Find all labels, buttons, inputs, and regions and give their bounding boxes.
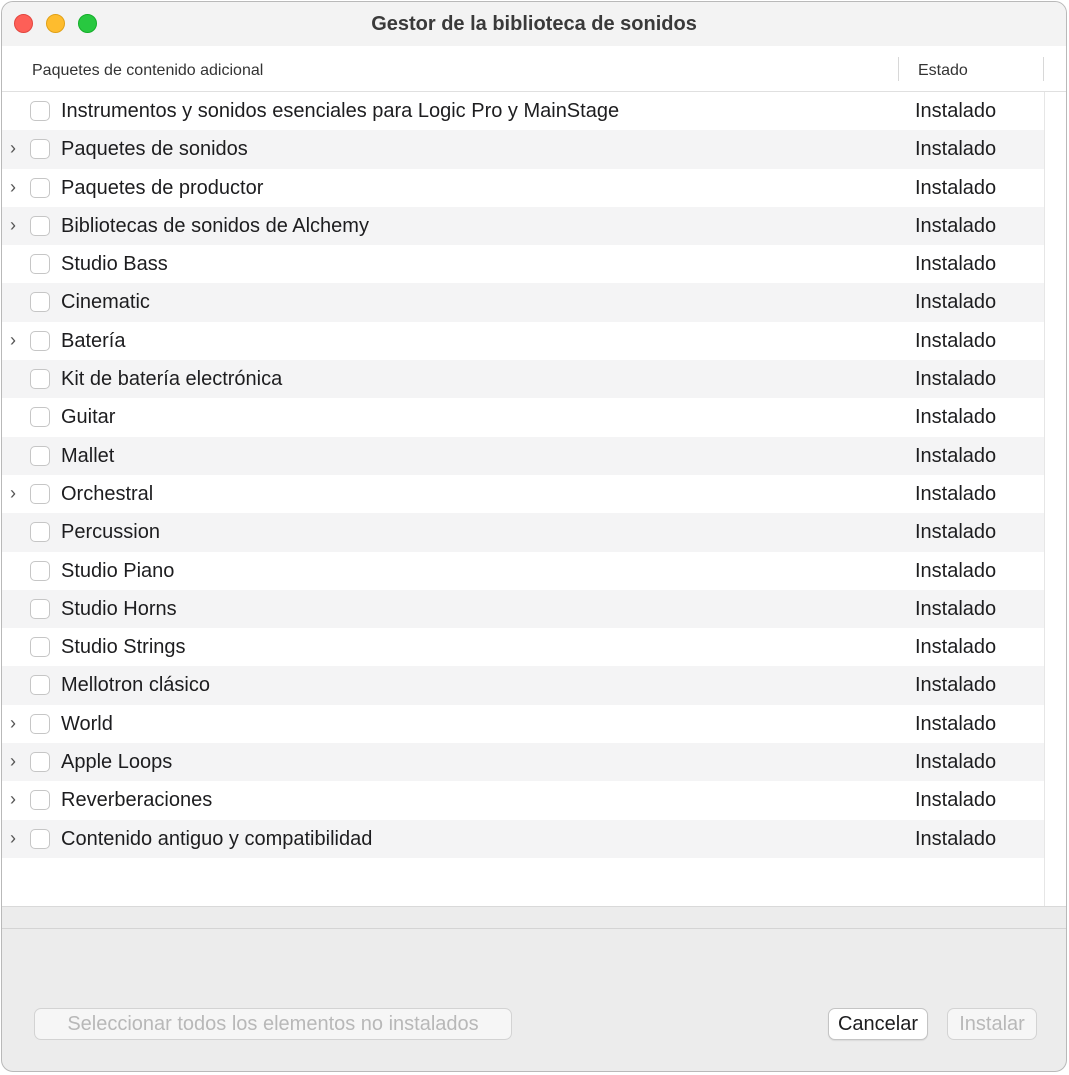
table-row[interactable] <box>2 169 1044 207</box>
chevron-right-icon[interactable]: › <box>10 827 16 848</box>
package-status: Instalado <box>915 636 997 659</box>
table-row[interactable] <box>2 743 1044 781</box>
row-checkbox[interactable] <box>30 446 50 466</box>
content-packages-table <box>2 46 1066 907</box>
row-checkbox[interactable] <box>30 331 50 351</box>
install-button[interactable]: Instalar <box>947 1008 1037 1040</box>
row-checkbox[interactable] <box>30 599 50 619</box>
row-checkbox[interactable] <box>30 714 50 734</box>
chevron-right-icon[interactable]: › <box>10 789 16 810</box>
chevron-right-icon[interactable]: › <box>10 712 16 733</box>
chevron-right-icon[interactable]: › <box>10 482 16 503</box>
row-checkbox[interactable] <box>30 254 50 274</box>
package-status: Instalado <box>915 674 997 697</box>
chevron-right-icon[interactable]: › <box>10 329 16 350</box>
footer-divider <box>2 928 1066 929</box>
column-header-status[interactable]: Estado <box>918 62 968 79</box>
row-checkbox[interactable] <box>30 829 50 849</box>
package-status: Instalado <box>915 176 997 199</box>
row-checkbox[interactable] <box>30 790 50 810</box>
table-row[interactable] <box>2 360 1044 398</box>
package-name: Mellotron clásico <box>61 674 210 697</box>
table-row[interactable] <box>2 322 1044 360</box>
row-checkbox[interactable] <box>30 407 50 427</box>
package-status: Instalado <box>915 138 997 161</box>
package-status: Instalado <box>915 597 997 620</box>
cancel-button[interactable]: Cancelar <box>828 1008 928 1040</box>
row-checkbox[interactable] <box>30 752 50 772</box>
title-bar <box>2 2 1066 46</box>
package-name: World <box>61 712 113 735</box>
package-status: Instalado <box>915 214 997 237</box>
chevron-right-icon[interactable]: › <box>10 214 16 235</box>
package-name: Studio Strings <box>61 636 186 659</box>
chevron-right-icon[interactable]: › <box>10 138 16 159</box>
package-name: Kit de batería electrónica <box>61 368 283 391</box>
package-name: Instrumentos y sonidos esenciales para Logic Pro y MainStage <box>61 100 620 122</box>
package-name: Cinematic <box>61 291 150 314</box>
table-row[interactable] <box>2 130 1044 168</box>
package-name: Guitar <box>61 406 116 429</box>
row-checkbox[interactable] <box>30 139 50 159</box>
package-name: Studio Bass <box>61 253 168 276</box>
chevron-right-icon[interactable]: › <box>10 176 16 197</box>
row-checkbox[interactable] <box>30 675 50 695</box>
sound-library-manager-window <box>1 1 1067 1072</box>
package-name: Paquetes de sonidos <box>61 138 248 161</box>
package-status: Instalado <box>915 521 997 544</box>
row-checkbox[interactable] <box>30 178 50 198</box>
table-row[interactable] <box>2 628 1044 666</box>
table-row[interactable] <box>2 666 1044 704</box>
column-separator[interactable] <box>1043 57 1044 81</box>
table-row[interactable] <box>2 705 1044 743</box>
package-name: Studio Piano <box>61 559 175 582</box>
row-checkbox[interactable] <box>30 561 50 581</box>
package-name: Studio Horns <box>61 597 177 620</box>
table-row[interactable] <box>2 590 1044 628</box>
package-status: Instalado <box>915 444 997 467</box>
table-row[interactable] <box>2 513 1044 551</box>
table-row[interactable] <box>2 92 1044 130</box>
package-status: Instalado <box>915 789 997 812</box>
package-name: Orchestral <box>61 482 154 505</box>
table-row[interactable] <box>2 781 1044 819</box>
package-status: Instalado <box>915 253 997 276</box>
row-checkbox[interactable] <box>30 522 50 542</box>
package-name: Reverberaciones <box>61 789 213 812</box>
table-row[interactable] <box>2 820 1044 858</box>
window-title: Gestor de la biblioteca de sonidos <box>371 13 697 35</box>
package-name: Apple Loops <box>61 751 173 774</box>
table-row[interactable] <box>2 437 1044 475</box>
package-name: Bibliotecas de sonidos de Alchemy <box>61 214 369 237</box>
table-row[interactable] <box>2 398 1044 436</box>
package-status: Instalado <box>915 100 997 122</box>
row-checkbox[interactable] <box>30 101 50 121</box>
package-name: Batería <box>61 329 126 352</box>
scrollbar-track[interactable] <box>1044 92 1045 906</box>
row-checkbox[interactable] <box>30 216 50 236</box>
table-rows <box>2 92 1044 896</box>
table-header <box>2 46 1066 92</box>
package-status: Instalado <box>915 827 997 850</box>
column-header-packages[interactable]: Paquetes de contenido adicional <box>32 62 264 79</box>
package-status: Instalado <box>915 329 997 352</box>
package-status: Instalado <box>915 751 997 774</box>
table-row-empty <box>2 858 1044 896</box>
package-name: Contenido antiguo y compatibilidad <box>61 827 373 850</box>
package-status: Instalado <box>915 482 997 505</box>
row-checkbox[interactable] <box>30 369 50 389</box>
package-name: Paquetes de productor <box>61 176 264 199</box>
row-checkbox[interactable] <box>30 292 50 312</box>
select-all-not-installed-button[interactable]: Seleccionar todos los elementos no instalados <box>34 1008 512 1040</box>
table-row[interactable] <box>2 283 1044 321</box>
package-status: Instalado <box>915 291 997 314</box>
table-row[interactable] <box>2 552 1044 590</box>
package-name: Mallet <box>61 444 115 467</box>
chevron-right-icon[interactable]: › <box>10 751 16 772</box>
column-separator[interactable] <box>898 57 899 81</box>
package-status: Instalado <box>915 559 997 582</box>
package-status: Instalado <box>915 406 997 429</box>
package-status: Instalado <box>915 712 997 735</box>
row-checkbox[interactable] <box>30 484 50 504</box>
row-checkbox[interactable] <box>30 637 50 657</box>
table-row[interactable] <box>2 207 1044 245</box>
package-name: Percussion <box>61 521 160 544</box>
table-row[interactable] <box>2 475 1044 513</box>
table-row[interactable] <box>2 245 1044 283</box>
package-status: Instalado <box>915 368 997 391</box>
